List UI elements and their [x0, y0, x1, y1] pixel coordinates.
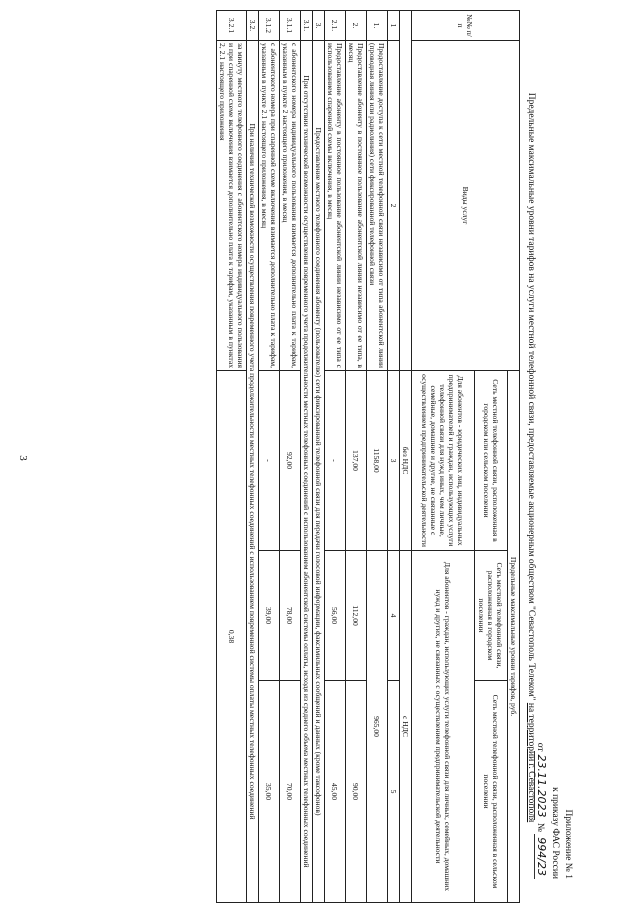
- table-row: [346, 11, 367, 903]
- table-section-row: [247, 11, 259, 903]
- row-section-text: Предоставление местного телефонного соединения абоненту (пользователю) сети фиксированной телефонной связи для передачи голосовой информации, факсимильных сообщений и данных (кроме таксофонов): [313, 41, 325, 903]
- row-value-col4: 39,00: [259, 551, 280, 681]
- order-number: 994/23: [534, 834, 548, 879]
- row-service: с абонентского номера индивидуального пользования взимается дополнительно плата к тарифам, указанным в пункте 2 настоящего приложения, в месяц: [280, 41, 301, 371]
- col-number-1: 1: [388, 11, 400, 41]
- col-number-5: 5: [388, 681, 400, 903]
- row-value-col3: 92,00: [280, 371, 301, 551]
- header-subscribers-legal: Для абонентов - юридических лиц, индивидуальных предпринимателей и граждан, использующих услуги телефонной связи для нужд иных, чем личные, семейные, домашние и другие, не связанные с осуществлением предпринимательской деятельности: [412, 371, 475, 551]
- row-num: 3.2.1: [217, 11, 247, 41]
- row-value-col4: 112,00: [346, 551, 367, 681]
- col-number-3: 3: [388, 371, 400, 551]
- row-num: 3.1.2: [259, 11, 280, 41]
- row-value-col4: 78,00: [280, 551, 301, 681]
- row-value-col3: -: [259, 371, 280, 551]
- number-prefix: №: [535, 822, 545, 832]
- row-section-text: При отсутствии технической возможности осуществления повременного учета продолжительности местных телефонных соединений с использованием абонентской системы оплаты, исходя из среднего объема местных телефонных соединений: [301, 41, 313, 903]
- header-without-vat: без НДС: [400, 371, 412, 551]
- table-row: [367, 11, 388, 903]
- row-value-col4-5: 965,00: [367, 551, 388, 903]
- header-blank: [400, 11, 412, 371]
- header-with-vat: с НДС: [400, 551, 412, 903]
- row-value-col5: 70,00: [280, 681, 301, 903]
- row-value-col3: 137,00: [346, 371, 367, 551]
- appendix-order-ref: к приказу ФАС России: [550, 787, 560, 879]
- table-section-row: [301, 11, 313, 903]
- row-value-col5: 35,00: [259, 681, 280, 903]
- appendix-title: Приложение № 1: [563, 809, 573, 879]
- page-number: 3: [17, 455, 29, 461]
- row-value-col5: 90,00: [346, 681, 367, 903]
- table-row: [280, 11, 301, 903]
- header-service: Виды услуг: [412, 41, 520, 371]
- title-main: Предельные максимальные уровни тарифов на услуги местной телефонной связи, предоставляемые акционерным обществом "Севастополь Телеком": [526, 92, 536, 701]
- table-row: [325, 11, 346, 903]
- row-value-col3: -: [325, 371, 346, 551]
- row-section-text: При наличии технической возможности осуществления повременного учета продолжительности местных телефонных соединений с использованием повременной системы оплаты местных телефонных соединений: [247, 41, 259, 903]
- row-value-col4: 56,00: [325, 551, 346, 681]
- header-network-rural: Сеть местной телефонной связи, расположенная в сельском поселении: [475, 681, 508, 903]
- row-service: Предоставление абоненту в постоянное пользование абонентской линии независимо от ее типа с использованием спаренной схемы включения, в месяц: [325, 41, 346, 371]
- row-num: 1.: [367, 11, 388, 41]
- date-prefix: от: [535, 742, 545, 752]
- appendix-block: [533, 743, 574, 879]
- table-row: [259, 11, 280, 903]
- row-service: за минуту местного телефонного соединения с абонентского номера индивидуального пользования и при спаренной схеме включения взимается дополнительно плата к тарифам, указанным в пунктах 2, 2.1 настоящего приложения: [217, 41, 247, 371]
- col-number-4: 4: [388, 551, 400, 681]
- header-network-urban-rural: Сеть местной телефонной связи, расположенная в городском или сельском поселении: [475, 371, 508, 551]
- row-service: с абонентского номера при спаренной схеме включения взимается дополнительно плата к тарифам, указанным в пункте 2.1 настоящего приложения, в месяц: [259, 41, 280, 371]
- header-num: №№ п/п: [412, 11, 520, 41]
- row-service: Предоставление доступа к сети местной телефонной связи независимо от типа абонентской линии (проводная линия или радиолиния) сети фиксированной телефонной связи: [367, 41, 388, 371]
- header-subscribers-citizens: Для абонентов - граждан, использующих услуги телефонной связи для личных, семейных, домашних нужд и других, не связанных с осуществлением предпринимательской деятельности: [412, 551, 475, 903]
- row-num: 2.: [346, 11, 367, 41]
- table-row: [217, 11, 247, 903]
- row-num: 3.: [313, 11, 325, 41]
- order-date: 23.11.2023: [534, 751, 548, 820]
- document-title: [525, 20, 537, 895]
- row-value-col3: 1158,00: [367, 371, 388, 551]
- row-num: 3.1.1: [280, 11, 301, 41]
- row-value-merged: 0,38: [217, 371, 247, 903]
- table-section-row: [313, 11, 325, 903]
- header-levels: Предельные максимальные уровни тарифов, руб.: [508, 371, 520, 903]
- row-num: 3.2.: [247, 11, 259, 41]
- row-num: 3.1.: [301, 11, 313, 41]
- tariff-table: [216, 10, 520, 903]
- row-num: 2.1.: [325, 11, 346, 41]
- header-network-urban: Сеть местной телефонной связи, расположенная в городском поселении: [475, 551, 508, 681]
- row-value-col5: 45,00: [325, 681, 346, 903]
- col-number-2: 2: [388, 41, 400, 371]
- row-service: Предоставление абоненту в постоянное пользование абонентской линии независимо от ее типа, в месяц: [346, 41, 367, 371]
- title-territory: на территории г. Севастополя: [526, 702, 536, 823]
